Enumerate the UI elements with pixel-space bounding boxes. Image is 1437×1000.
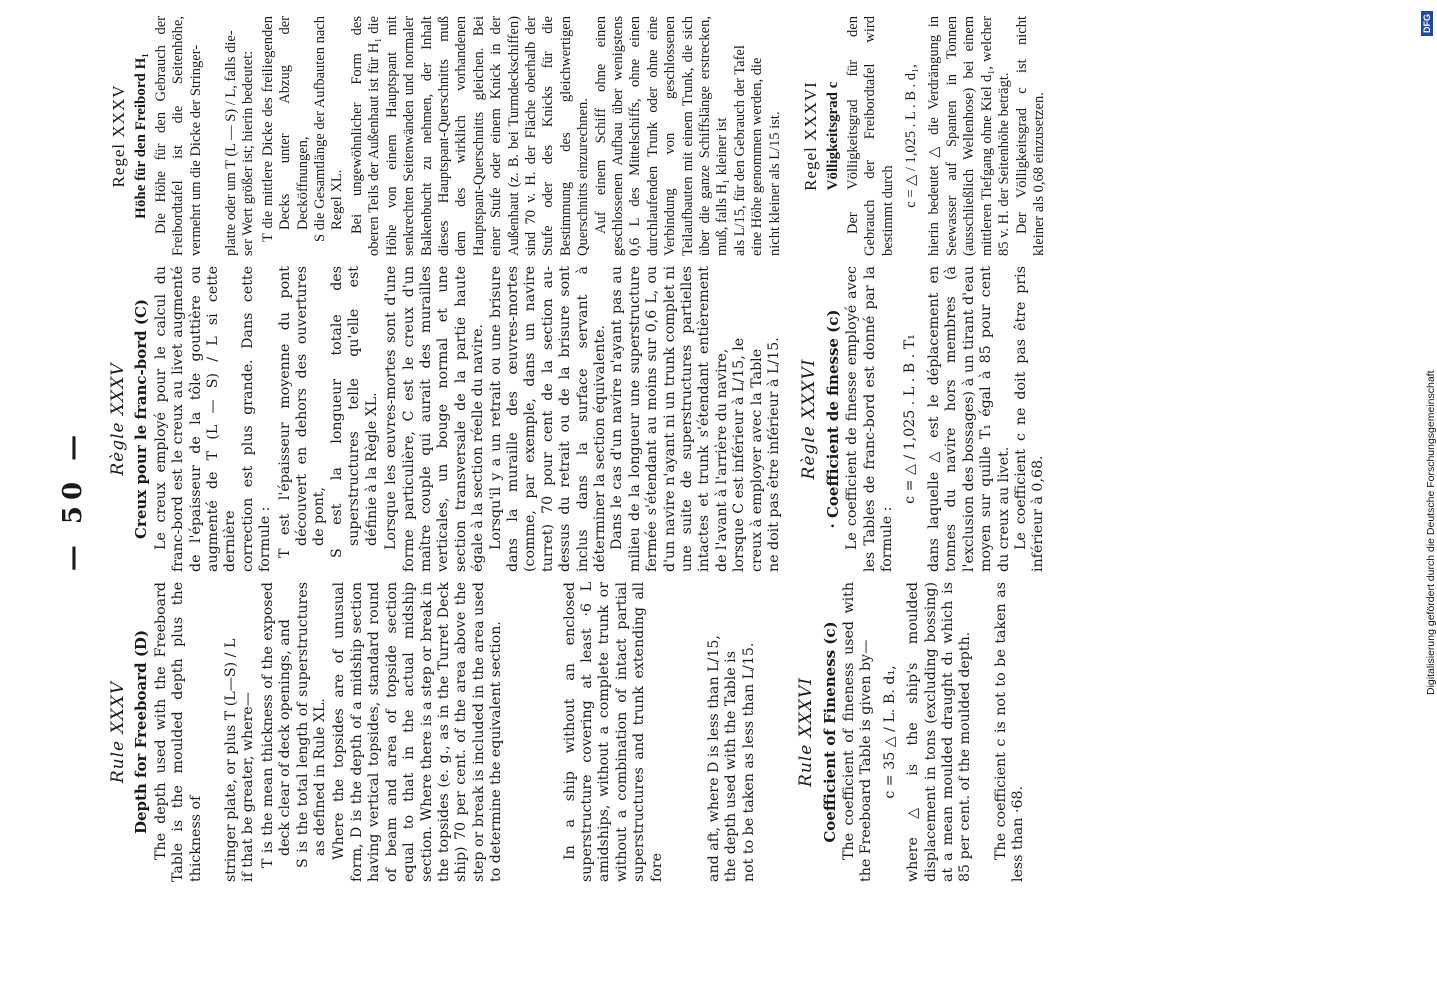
regel-35-heading: Höhe für den Freibord H₁	[133, 53, 150, 219]
paragraph: if that be greater, where—	[240, 692, 257, 882]
paragraph: Lorsque les œuvres-mortes sont d'une forme particulière, C est le creux d'un maître couple qui aurait des murailles verticales, un bouge normal et une section transversale de la partie haute égale à la section réelle du navire.	[383, 266, 487, 572]
english-column	[110, 582, 1028, 882]
paragraph: Auf einem Schiff ohne einen geschlossenen Aufbau über wenigstens 0,6 L des Mittelschiffs, ohne einen durchlaufenden Trunk oder ohne eine Verbindung von geschlossenen Teilaufbauten mit einem Trunk, die sich über die ganze Schiffslänge erstrecken, muß, falls H₁ kleiner ist	[592, 16, 731, 256]
paragraph: Die Höhe für den Gebrauch der Freibordtafel ist die Seitenhöhe, vermehrt um die Dicke der Stringer-	[152, 16, 204, 256]
dfg-logo: DFG	[1421, 11, 1433, 36]
paragraph: stringer plate, or plus T (L—S) / L	[223, 638, 240, 882]
paragraph: Dans le cas d'un navire n'ayant pas au milieu de la longueur une superstructure fermée s'étendant au moins sur 0,6 L, ou d'un navire n'ayant ni un trunk complet ni une suite de superstructures partielles intactes et trunk s'étendant entièrement de l'avant à l'arrière du navire,	[609, 266, 730, 572]
paragraph: Der Völligkeitsgrad c ist nicht kleiner als 0,68 einzusetzen.	[1013, 16, 1047, 256]
german-column	[110, 16, 1048, 256]
paragraph: Der Völligkeitsgrad für den Gebrauch der Freibordtafel wird bestimmt durch	[844, 16, 896, 256]
paragraph: als L/15, für den Gebrauch der Tafel	[731, 45, 748, 256]
paragraph: the depth used with the Table is	[723, 651, 740, 882]
regel-36-heading: Völligkeitsgrad c	[825, 81, 842, 191]
french-column	[110, 266, 1048, 572]
paragraph: eine Höhe genommen werden, die	[749, 57, 766, 256]
formula: c = △ / 1,025 . L . B . T₁	[902, 334, 919, 504]
paragraph: and aft, where D is less than L/15,	[705, 635, 722, 882]
definitions	[260, 16, 347, 242]
paragraph: Le coefficient c ne doit pas être pris inférieur à 0,68.	[1012, 266, 1047, 572]
paragraph: The coefficient of fineness used with the Freeboard Table is given by—	[841, 582, 875, 882]
definition-t: T is the mean thickness of the exposed deck clear of deck openings, and	[259, 582, 294, 868]
paragraph: The coefficient c is not to be taken as less than ·68.	[992, 582, 1027, 882]
paragraph: not to be taken as less than L/15.	[740, 642, 757, 882]
definition-s: S is the total length of superstructures as defined in Rule XL.	[294, 582, 329, 868]
definition-s: S die Gesamtlänge der Aufbauten nach Regel XL.	[312, 16, 346, 242]
formula: c = 35 △ / L. B. d₁,	[881, 665, 898, 799]
digitization-credit: Digitalisierung gefördert durch die Deutsche Forschungsgemeinschaft	[1425, 370, 1437, 695]
paragraph: Le creux employé pour le calcul du franc-bord est le creux au livet augmenté de l'épaisseur de la tôle gouttière ou augmenté de T (L — S) / L si cette dernière	[152, 266, 239, 572]
paragraph: ne doit pas être inférieur à L/15.	[766, 337, 783, 572]
definitions	[260, 582, 330, 868]
paragraph: In a ship without an enclosed superstructure covering at least ·6 L amidships, without a complete trunk or without a combination of intact partial superstructures and trunk extending all fore	[561, 582, 665, 882]
paragraph: creux à employer avec la Table	[748, 348, 765, 572]
regle-35-heading: Creux pour le franc-bord (C)	[132, 298, 151, 540]
rule-35-title: Rule XXXV	[108, 680, 128, 784]
paragraph: Where the topsides are of unusual form, D is the depth of a midship section having vertical topsides, standard round of beam and area of topside section equal to that in the actual midship section. Where there is a step or break in the topsides (e. g., as in the Turret Deck ship) 70 per cent. of the area above the step or break is included in the area used to determine the equivalent section.	[331, 582, 505, 882]
definition-t: T est l'épaisseur moyenne du pont découvert en dehors des ouvertures de pont,	[276, 266, 328, 558]
regle-36-heading: · Coefficient de finesse (c)	[823, 309, 842, 529]
page-number: — 50 —	[58, 428, 88, 572]
paragraph: nicht kleiner als L/15 ist.	[766, 111, 783, 256]
paragraph: lorsque C est inférieur à L/15, le	[731, 337, 748, 572]
paragraph: dans laquelle △ est le déplacement en tonnes du navire hors membres (à l'exclusion des bossages) à un tirant d'eau moyen sur quille T₁ égal à 85 pour cent du creux au livet.	[925, 266, 1012, 572]
paragraph: Le coefficient de finesse employé avec les Tables de franc-bord est donné par la formule :	[844, 266, 896, 572]
regle-35-title: Règle XXXV	[108, 362, 128, 476]
definitions	[277, 266, 381, 558]
regle-36-title: Règle XXXVI	[799, 358, 820, 480]
paragraph: Bei ungewöhnlicher Form des oberen Teils der Außenhaut ist für H₁ die Höhe von einem Hauptspant mit senkrechten Seitenwänden und normaler Balkenbucht zu nehmen, der Inhalt dieses Hauptspant-Querschnitts muß dem des wirklich vorhandenen Hauptspant-Querschnitts gleichen. Bei einer Stufe oder einem Knick in der Außenhaut (z. B. bei Turmdeckschiffen) sind 70 v. H. der Fläche oberhalb der Stufe oder des Knicks für die Bestimmung des gleichwertigen Querschnitts einzurechnen.	[348, 16, 592, 256]
paragraph: The depth used with the Freeboard Table is the moulded depth plus the thickness of	[152, 582, 204, 882]
rule-36-heading: Coefficient of Fineness (c)	[820, 621, 839, 843]
paragraph: ser Wert größer ist; hierin bedeutet:	[240, 50, 257, 256]
regel-35-title: Regel XXXV	[109, 84, 128, 188]
paragraph: Lorsqu'il y a un retrait ou une brisure dans la muraille des œuvres-mortes (comme, par exemple, dans un navire turret) 70 pour cent de la section au-dessus du retrait ou de la brisure sont inclus dans la surface servant à déterminer la section équivalente.	[487, 266, 608, 572]
paragraph: where △ is the ship's moulded displacement in tons (excluding bossing) at a mean moulded draught d₁ which is 85 per cent. of the moulded depth.	[905, 582, 974, 882]
rule-35-heading: Depth for Freeboard (D)	[132, 629, 151, 835]
formula: c = △ / 1,025 . L . B . d₁,	[903, 64, 920, 208]
paragraph: hierin bedeutet △ die Verdrängung in Seewasser auf Spanten in Tonnen (ausschließlich Wellenhose) bei einem mittleren Tiefgang ohne Kiel d₁, welcher 85 v. H. der Seitenhöhe beträgt.	[926, 16, 1013, 256]
paragraph: correction est plus grande. Dans cette formule :	[239, 266, 274, 572]
paragraph: platte oder um T (L — S) / L, falls die-	[223, 30, 240, 256]
definition-t: T die mittlere Dicke des freiliegenden Decks unter Abzug der Decköffnungen,	[259, 16, 311, 242]
rule-36-title: Rule XXXVI	[796, 677, 817, 787]
definition-s: S est la longueur totale des superstructures telle qu'elle est définie à la Règle XL.	[328, 266, 380, 558]
regel-36-title: Regel XXXVI	[801, 81, 821, 191]
